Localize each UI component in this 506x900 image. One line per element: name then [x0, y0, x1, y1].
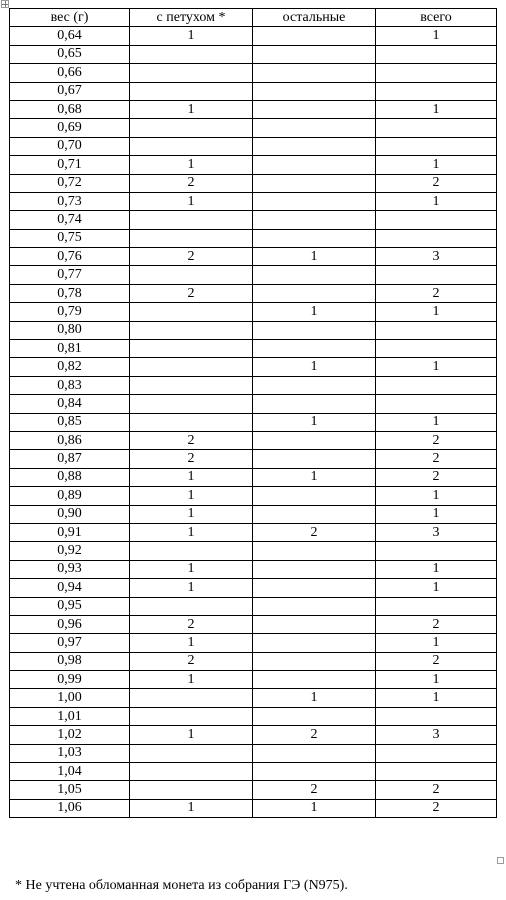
table-row	[10, 505, 497, 523]
cell-weight: 0,88	[10, 468, 130, 486]
cell-others: 1	[253, 358, 376, 376]
cell-total: 1	[376, 413, 497, 431]
cell-total: 2	[376, 468, 497, 486]
cell-weight: 0,72	[10, 174, 130, 192]
cell-with-rooster: 2	[130, 284, 253, 302]
table-row	[10, 192, 497, 210]
cell-total	[376, 119, 497, 137]
cell-total	[376, 211, 497, 229]
cell-with-rooster	[130, 266, 253, 284]
cell-total	[376, 707, 497, 725]
cell-with-rooster	[130, 229, 253, 247]
cell-weight: 0,92	[10, 542, 130, 560]
cell-weight: 0,95	[10, 597, 130, 615]
cell-others	[253, 615, 376, 633]
cell-with-rooster	[130, 781, 253, 799]
table-row	[10, 413, 497, 431]
cell-total	[376, 340, 497, 358]
cell-total: 1	[376, 579, 497, 597]
cell-weight: 0,86	[10, 431, 130, 449]
cell-with-rooster	[130, 358, 253, 376]
cell-with-rooster	[130, 119, 253, 137]
table-row	[10, 781, 497, 799]
cell-with-rooster	[130, 542, 253, 560]
table-row	[10, 579, 497, 597]
cell-with-rooster	[130, 321, 253, 339]
cell-total: 2	[376, 450, 497, 468]
cell-with-rooster: 1	[130, 726, 253, 744]
cell-with-rooster: 1	[130, 505, 253, 523]
table-row	[10, 615, 497, 633]
cell-with-rooster: 1	[130, 579, 253, 597]
cell-total: 1	[376, 560, 497, 578]
cell-weight: 0,94	[10, 579, 130, 597]
table-row	[10, 266, 497, 284]
table-resize-handle-icon[interactable]	[497, 857, 504, 864]
cell-total: 2	[376, 652, 497, 670]
cell-with-rooster	[130, 413, 253, 431]
table-row	[10, 82, 497, 100]
cell-with-rooster	[130, 340, 253, 358]
cell-total: 1	[376, 487, 497, 505]
cell-total: 1	[376, 156, 497, 174]
table-row	[10, 321, 497, 339]
cell-with-rooster: 1	[130, 634, 253, 652]
table-row	[10, 744, 497, 762]
cell-others: 2	[253, 523, 376, 541]
cell-total	[376, 64, 497, 82]
cell-weight: 0,90	[10, 505, 130, 523]
cell-weight: 0,73	[10, 192, 130, 210]
cell-weight: 0,85	[10, 413, 130, 431]
table-row	[10, 376, 497, 394]
cell-weight: 0,84	[10, 395, 130, 413]
cell-others	[253, 229, 376, 247]
cell-others	[253, 395, 376, 413]
cell-weight: 0,93	[10, 560, 130, 578]
cell-total	[376, 45, 497, 63]
cell-with-rooster	[130, 211, 253, 229]
cell-others	[253, 763, 376, 781]
cell-total: 3	[376, 726, 497, 744]
cell-weight: 0,81	[10, 340, 130, 358]
cell-others	[253, 579, 376, 597]
cell-others	[253, 284, 376, 302]
cell-others	[253, 634, 376, 652]
cell-with-rooster: 1	[130, 523, 253, 541]
cell-with-rooster	[130, 707, 253, 725]
cell-others	[253, 156, 376, 174]
cell-others	[253, 505, 376, 523]
cell-with-rooster: 1	[130, 671, 253, 689]
cell-total: 1	[376, 100, 497, 118]
cell-others	[253, 597, 376, 615]
cell-with-rooster: 2	[130, 652, 253, 670]
cell-total: 3	[376, 523, 497, 541]
cell-others: 1	[253, 413, 376, 431]
table-row	[10, 560, 497, 578]
cell-weight: 0,83	[10, 376, 130, 394]
cell-weight: 0,89	[10, 487, 130, 505]
table-row	[10, 763, 497, 781]
header-others: остальные	[253, 9, 376, 27]
table-row	[10, 174, 497, 192]
table-row	[10, 395, 497, 413]
cell-with-rooster	[130, 64, 253, 82]
table-row	[10, 597, 497, 615]
cell-with-rooster	[130, 744, 253, 762]
cell-weight: 0,78	[10, 284, 130, 302]
cell-total: 2	[376, 284, 497, 302]
cell-with-rooster: 2	[130, 174, 253, 192]
table-row	[10, 156, 497, 174]
cell-others: 1	[253, 799, 376, 817]
cell-total: 1	[376, 358, 497, 376]
cell-total: 2	[376, 781, 497, 799]
table-header-row	[10, 9, 497, 27]
cell-others: 1	[253, 248, 376, 266]
cell-total	[376, 744, 497, 762]
cell-others	[253, 119, 376, 137]
table-row	[10, 523, 497, 541]
table-row	[10, 799, 497, 817]
table-row	[10, 468, 497, 486]
cell-with-rooster: 1	[130, 487, 253, 505]
cell-with-rooster: 1	[130, 27, 253, 45]
table-row	[10, 542, 497, 560]
table-move-handle-icon[interactable]	[1, 0, 9, 8]
table-row	[10, 229, 497, 247]
cell-total	[376, 542, 497, 560]
cell-with-rooster: 2	[130, 615, 253, 633]
cell-with-rooster	[130, 597, 253, 615]
table-row	[10, 652, 497, 670]
cell-total: 1	[376, 689, 497, 707]
footnote: * Не учтена обломанная монета из собрания ГЭ (N975).	[15, 878, 348, 893]
table-row	[10, 303, 497, 321]
cell-total	[376, 763, 497, 781]
cell-with-rooster	[130, 763, 253, 781]
table-row	[10, 45, 497, 63]
header-weight: вес (г)	[10, 9, 130, 27]
cell-total: 2	[376, 615, 497, 633]
cell-weight: 0,67	[10, 82, 130, 100]
cell-weight: 0,87	[10, 450, 130, 468]
cell-weight: 0,96	[10, 615, 130, 633]
header-with-rooster: с петухом *	[130, 9, 253, 27]
cell-total: 3	[376, 248, 497, 266]
cell-total	[376, 82, 497, 100]
cell-with-rooster: 1	[130, 100, 253, 118]
cell-weight: 0,79	[10, 303, 130, 321]
cell-weight: 0,91	[10, 523, 130, 541]
cell-others	[253, 487, 376, 505]
cell-with-rooster	[130, 689, 253, 707]
cell-weight: 0,98	[10, 652, 130, 670]
cell-others	[253, 266, 376, 284]
cell-total	[376, 229, 497, 247]
cell-total: 1	[376, 671, 497, 689]
table-row	[10, 689, 497, 707]
cell-with-rooster: 1	[130, 560, 253, 578]
cell-total	[376, 137, 497, 155]
cell-total: 1	[376, 27, 497, 45]
cell-total: 2	[376, 174, 497, 192]
cell-with-rooster	[130, 45, 253, 63]
cell-with-rooster: 2	[130, 248, 253, 266]
cell-others	[253, 100, 376, 118]
cell-with-rooster: 2	[130, 450, 253, 468]
cell-with-rooster	[130, 395, 253, 413]
cell-others	[253, 652, 376, 670]
table-body	[10, 27, 497, 818]
cell-with-rooster: 1	[130, 192, 253, 210]
cell-weight: 0,77	[10, 266, 130, 284]
cell-total: 2	[376, 799, 497, 817]
cell-with-rooster: 2	[130, 431, 253, 449]
cell-weight: 0,75	[10, 229, 130, 247]
cell-others	[253, 192, 376, 210]
cell-weight: 0,69	[10, 119, 130, 137]
table-row	[10, 431, 497, 449]
cell-with-rooster: 1	[130, 468, 253, 486]
table-row	[10, 100, 497, 118]
cell-total: 1	[376, 303, 497, 321]
cell-others	[253, 542, 376, 560]
cell-weight: 0,82	[10, 358, 130, 376]
cell-others	[253, 211, 376, 229]
cell-with-rooster	[130, 376, 253, 394]
cell-others	[253, 340, 376, 358]
table-row	[10, 726, 497, 744]
table-row	[10, 358, 497, 376]
cell-total: 1	[376, 634, 497, 652]
cell-with-rooster	[130, 303, 253, 321]
cell-others	[253, 744, 376, 762]
table-row	[10, 487, 497, 505]
table-row	[10, 119, 497, 137]
cell-weight: 1,01	[10, 707, 130, 725]
table-row	[10, 340, 497, 358]
cell-others	[253, 707, 376, 725]
table-row	[10, 27, 497, 45]
cell-others	[253, 27, 376, 45]
cell-others	[253, 82, 376, 100]
table-row	[10, 671, 497, 689]
cell-weight: 0,66	[10, 64, 130, 82]
cell-total	[376, 266, 497, 284]
cell-total	[376, 376, 497, 394]
table-row	[10, 284, 497, 302]
cell-others: 2	[253, 781, 376, 799]
table-row	[10, 211, 497, 229]
cell-weight: 0,70	[10, 137, 130, 155]
cell-others	[253, 45, 376, 63]
cell-others: 1	[253, 468, 376, 486]
cell-others	[253, 174, 376, 192]
cell-total: 2	[376, 431, 497, 449]
cell-weight: 0,64	[10, 27, 130, 45]
cell-others	[253, 137, 376, 155]
cell-weight: 1,04	[10, 763, 130, 781]
cell-others	[253, 64, 376, 82]
cell-weight: 1,02	[10, 726, 130, 744]
cell-weight: 0,71	[10, 156, 130, 174]
cell-with-rooster	[130, 137, 253, 155]
cell-with-rooster: 1	[130, 799, 253, 817]
cell-total	[376, 395, 497, 413]
table-row	[10, 634, 497, 652]
cell-others	[253, 671, 376, 689]
cell-total: 1	[376, 505, 497, 523]
cell-others	[253, 431, 376, 449]
cell-with-rooster	[130, 82, 253, 100]
cell-weight: 1,05	[10, 781, 130, 799]
cell-total	[376, 321, 497, 339]
table-row	[10, 64, 497, 82]
table-row	[10, 450, 497, 468]
cell-weight: 0,97	[10, 634, 130, 652]
cell-weight: 0,76	[10, 248, 130, 266]
cell-others: 1	[253, 303, 376, 321]
cell-total: 1	[376, 192, 497, 210]
cell-weight: 1,00	[10, 689, 130, 707]
cell-total	[376, 597, 497, 615]
cell-weight: 0,80	[10, 321, 130, 339]
cell-others	[253, 321, 376, 339]
cell-others: 1	[253, 689, 376, 707]
cell-others	[253, 450, 376, 468]
table-row	[10, 137, 497, 155]
cell-weight: 0,65	[10, 45, 130, 63]
cell-weight: 0,68	[10, 100, 130, 118]
header-total: всего	[376, 9, 497, 27]
cell-others	[253, 376, 376, 394]
table-row	[10, 248, 497, 266]
cell-with-rooster: 1	[130, 156, 253, 174]
table-row	[10, 707, 497, 725]
cell-weight: 0,74	[10, 211, 130, 229]
cell-others	[253, 560, 376, 578]
cell-others: 2	[253, 726, 376, 744]
coin-weight-table	[9, 8, 497, 818]
cell-weight: 1,06	[10, 799, 130, 817]
cell-weight: 0,99	[10, 671, 130, 689]
cell-weight: 1,03	[10, 744, 130, 762]
